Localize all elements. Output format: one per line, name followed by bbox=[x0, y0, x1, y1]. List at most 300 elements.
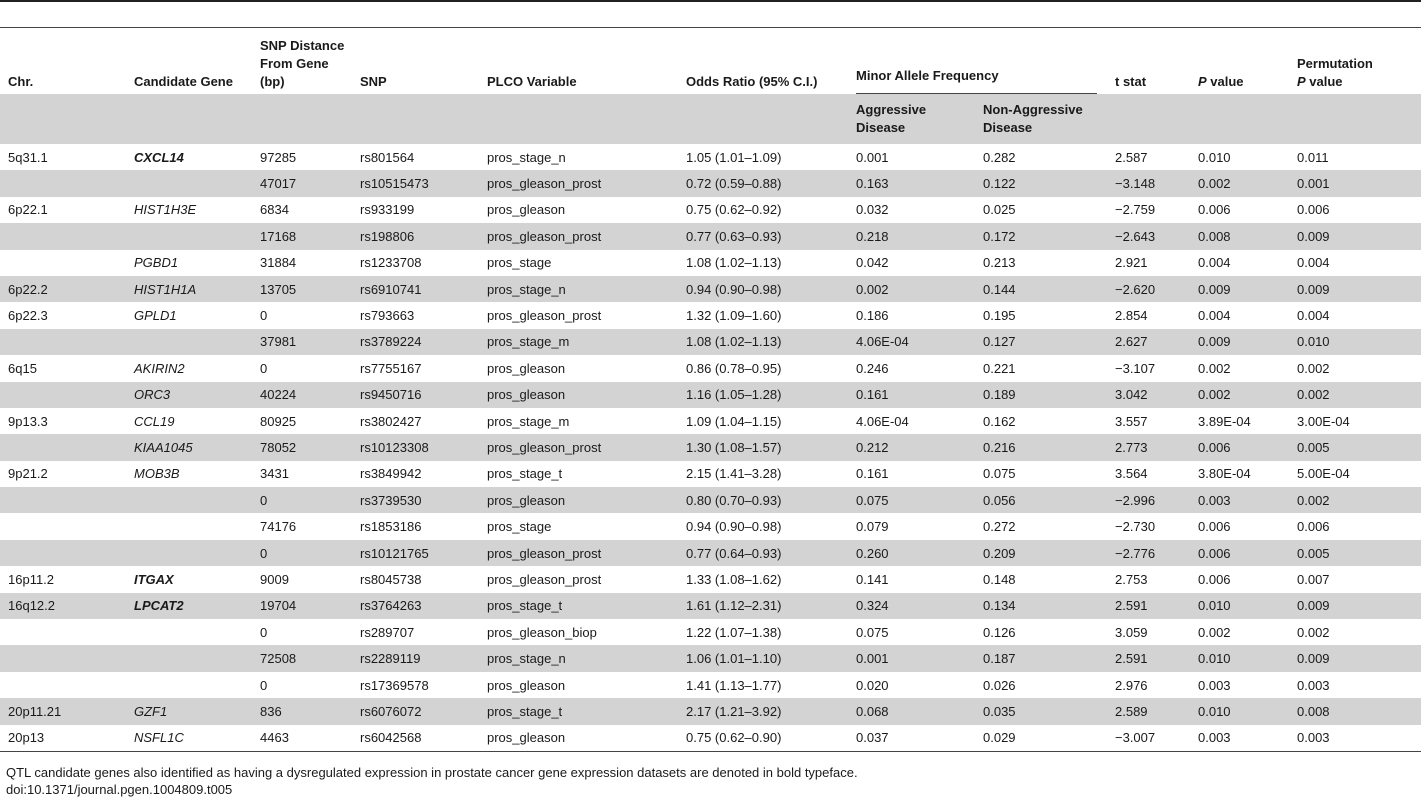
cell-snp: rs933199 bbox=[360, 202, 415, 218]
cell-chr bbox=[0, 513, 126, 539]
cell-tstat: −2.759 bbox=[1115, 202, 1156, 218]
cell-maf-aggressive: 4.06E-04 bbox=[856, 334, 909, 350]
cell-maf-non-aggressive: 0.029 bbox=[983, 730, 1016, 746]
cell-chr: 16q12.2 bbox=[8, 598, 55, 614]
cell-permutation: 3.00E-04 bbox=[1297, 413, 1350, 429]
cell-chr: 6q15 bbox=[8, 360, 37, 376]
cell-variable: pros_gleason bbox=[487, 730, 566, 746]
cell-maf-aggressive: 0.037 bbox=[856, 730, 889, 746]
cell-distance: 0 bbox=[260, 545, 268, 561]
cell-snp: rs289707 bbox=[360, 624, 415, 640]
cell-tstat: 3.557 bbox=[1115, 413, 1148, 429]
cell-odds-ratio: 0.77 (0.63–0.93) bbox=[686, 228, 782, 244]
cell-gene: ORC3 bbox=[134, 387, 171, 403]
cell-maf-aggressive: 0.001 bbox=[856, 651, 889, 667]
cell-maf-non-aggressive: 0.162 bbox=[983, 413, 1016, 429]
table-row bbox=[0, 223, 1421, 249]
table-row bbox=[0, 461, 1421, 487]
cell-variable: pros_stage_m bbox=[487, 413, 570, 429]
cell-maf-non-aggressive: 0.127 bbox=[983, 334, 1016, 350]
cell-maf-aggressive: 0.020 bbox=[856, 677, 889, 693]
cell-tstat: 2.627 bbox=[1115, 334, 1148, 350]
cell-variable: pros_stage bbox=[487, 519, 552, 535]
cell-tstat: 2.753 bbox=[1115, 571, 1148, 587]
cell-odds-ratio: 1.33 (1.08–1.62) bbox=[686, 571, 782, 587]
cell-maf-non-aggressive: 0.144 bbox=[983, 281, 1016, 297]
cell-odds-ratio: 0.72 (0.59–0.88) bbox=[686, 176, 782, 192]
cell-gene: CXCL14 bbox=[134, 149, 184, 165]
cell-permutation: 0.008 bbox=[1297, 703, 1330, 719]
doi-line: doi:10.1371/journal.pgen.1004809.t005 bbox=[6, 782, 233, 797]
cell-tstat: 2.773 bbox=[1115, 439, 1148, 455]
cell-maf-aggressive: 0.163 bbox=[856, 176, 889, 192]
cell-snp: rs1233708 bbox=[360, 255, 422, 271]
cell-odds-ratio: 0.75 (0.62–0.92) bbox=[686, 202, 782, 218]
cell-p-value: 0.010 bbox=[1198, 703, 1231, 719]
cell-maf-aggressive: 0.218 bbox=[856, 228, 889, 244]
cell-odds-ratio: 1.09 (1.04–1.15) bbox=[686, 413, 782, 429]
cell-variable: pros_stage_n bbox=[487, 281, 566, 297]
cell-p-value: 0.002 bbox=[1198, 360, 1231, 376]
cell-tstat: 2.587 bbox=[1115, 149, 1148, 165]
cell-snp: rs6076072 bbox=[360, 703, 422, 719]
cell-p-value: 0.006 bbox=[1198, 545, 1231, 561]
cell-variable: pros_stage_t bbox=[487, 598, 563, 614]
cell-odds-ratio: 1.32 (1.09–1.60) bbox=[686, 308, 782, 324]
cell-maf-aggressive: 0.141 bbox=[856, 571, 889, 587]
cell-chr: 9p21.2 bbox=[8, 466, 48, 482]
table-body bbox=[0, 144, 1421, 751]
header-snp: SNP bbox=[360, 74, 387, 89]
header-chr: Chr. bbox=[8, 74, 34, 89]
cell-snp: rs801564 bbox=[360, 149, 415, 165]
cell-snp: rs2289119 bbox=[360, 651, 421, 667]
cell-tstat: 3.059 bbox=[1115, 624, 1148, 640]
cell-variable: pros_stage_m bbox=[487, 334, 570, 350]
cell-p-value: 0.002 bbox=[1198, 387, 1231, 403]
cell-tstat: −2.643 bbox=[1115, 228, 1156, 244]
cell-maf-non-aggressive: 0.221 bbox=[983, 360, 1016, 376]
cell-permutation: 0.009 bbox=[1297, 228, 1330, 244]
cell-gene: AKIRIN2 bbox=[134, 360, 185, 376]
cell-chr: 20p11.21 bbox=[8, 703, 62, 719]
cell-chr bbox=[0, 540, 126, 566]
cell-gene: HIST1H3E bbox=[134, 202, 197, 218]
cell-maf-non-aggressive: 0.216 bbox=[983, 439, 1016, 455]
cell-permutation: 0.002 bbox=[1297, 492, 1330, 508]
cell-gene: MOB3B bbox=[134, 466, 180, 482]
cell-maf-non-aggressive: 0.075 bbox=[983, 466, 1016, 482]
cell-permutation: 0.009 bbox=[1297, 598, 1330, 614]
cell-maf-aggressive: 0.186 bbox=[856, 308, 889, 324]
cell-distance: 3431 bbox=[260, 466, 289, 482]
cell-permutation: 0.003 bbox=[1297, 730, 1330, 746]
results-table bbox=[0, 28, 1421, 751]
cell-distance: 0 bbox=[260, 360, 268, 376]
cell-distance: 13705 bbox=[260, 281, 297, 297]
cell-distance: 47017 bbox=[260, 176, 297, 192]
header-aggressive: Aggressive Disease bbox=[856, 102, 927, 135]
cell-permutation: 0.009 bbox=[1297, 281, 1330, 297]
cell-odds-ratio: 0.80 (0.70–0.93) bbox=[686, 492, 782, 508]
cell-permutation: 0.005 bbox=[1297, 545, 1330, 561]
cell-permutation: 0.002 bbox=[1297, 387, 1330, 403]
cell-maf-non-aggressive: 0.056 bbox=[983, 492, 1016, 508]
header-p-rest: value bbox=[1206, 74, 1244, 89]
cell-p-value: 0.006 bbox=[1198, 439, 1231, 455]
cell-variable: pros_stage_t bbox=[487, 703, 563, 719]
cell-variable: pros_gleason bbox=[487, 492, 566, 508]
cell-p-value: 0.006 bbox=[1198, 519, 1231, 535]
table-row bbox=[0, 645, 1421, 671]
cell-maf-non-aggressive: 0.134 bbox=[983, 598, 1016, 614]
table-row bbox=[0, 302, 1421, 328]
cell-gene: NSFL1C bbox=[134, 730, 184, 746]
cell-maf-non-aggressive: 0.122 bbox=[983, 176, 1016, 192]
cell-distance: 19704 bbox=[260, 598, 297, 614]
cell-odds-ratio: 1.16 (1.05–1.28) bbox=[686, 387, 782, 403]
table-row bbox=[0, 276, 1421, 302]
cell-tstat: 2.589 bbox=[1115, 703, 1148, 719]
table-row bbox=[0, 619, 1421, 645]
cell-snp: rs8045738 bbox=[360, 571, 422, 587]
cell-maf-aggressive: 0.032 bbox=[856, 202, 889, 218]
cell-tstat: −2.730 bbox=[1115, 519, 1156, 535]
cell-permutation: 0.004 bbox=[1297, 308, 1330, 324]
cell-gene bbox=[126, 513, 252, 539]
cell-snp: rs3849942 bbox=[360, 466, 422, 482]
cell-distance: 78052 bbox=[260, 439, 297, 455]
cell-distance: 6834 bbox=[260, 202, 289, 218]
header-perm-italic: P bbox=[1297, 74, 1306, 89]
cell-permutation: 0.007 bbox=[1297, 571, 1330, 587]
header-perm-line1: Permutation bbox=[1297, 56, 1373, 71]
cell-tstat: 2.591 bbox=[1115, 651, 1148, 667]
cell-maf-aggressive: 0.042 bbox=[856, 255, 889, 271]
cell-p-value: 0.003 bbox=[1198, 677, 1231, 693]
cell-variable: pros_gleason_prost bbox=[487, 545, 602, 561]
cell-variable: pros_gleason_prost bbox=[487, 176, 602, 192]
cell-gene bbox=[126, 170, 252, 196]
header-p-value bbox=[1190, 28, 1289, 94]
header-distance: SNP Distance From Gene (bp) bbox=[260, 38, 345, 89]
table-row bbox=[0, 698, 1421, 724]
cell-gene: CCL19 bbox=[134, 413, 175, 429]
cell-variable: pros_gleason bbox=[487, 360, 566, 376]
cell-maf-non-aggressive: 0.126 bbox=[983, 624, 1016, 640]
cell-distance: 836 bbox=[260, 703, 282, 719]
cell-maf-aggressive: 0.161 bbox=[856, 387, 889, 403]
cell-snp: rs3789224 bbox=[360, 334, 422, 350]
cell-odds-ratio: 1.08 (1.02–1.13) bbox=[686, 255, 782, 271]
cell-permutation: 0.006 bbox=[1297, 519, 1330, 535]
cell-chr bbox=[0, 434, 126, 460]
cell-variable: pros_gleason_prost bbox=[487, 439, 602, 455]
cell-snp: rs3802427 bbox=[360, 413, 422, 429]
header-variable: PLCO Variable bbox=[487, 74, 577, 89]
cell-gene bbox=[126, 223, 252, 249]
cell-permutation: 0.010 bbox=[1297, 334, 1330, 350]
cell-maf-non-aggressive: 0.035 bbox=[983, 703, 1016, 719]
cell-p-value: 0.008 bbox=[1198, 228, 1231, 244]
cell-chr bbox=[0, 250, 126, 276]
cell-odds-ratio: 0.77 (0.64–0.93) bbox=[686, 545, 782, 561]
cell-variable: pros_gleason_prost bbox=[487, 571, 602, 587]
cell-chr: 9p13.3 bbox=[8, 413, 48, 429]
cell-variable: pros_gleason_prost bbox=[487, 308, 602, 324]
cell-maf-non-aggressive: 0.189 bbox=[983, 387, 1016, 403]
table-row bbox=[0, 540, 1421, 566]
cell-gene bbox=[126, 329, 252, 355]
cell-gene bbox=[126, 672, 252, 698]
cell-odds-ratio: 1.08 (1.02–1.13) bbox=[686, 334, 782, 350]
cell-snp: rs198806 bbox=[360, 228, 415, 244]
table-row bbox=[0, 170, 1421, 196]
cell-chr bbox=[0, 170, 126, 196]
cell-gene: PGBD1 bbox=[134, 255, 179, 271]
cell-permutation: 0.005 bbox=[1297, 439, 1330, 455]
cell-snp: rs1853186 bbox=[360, 519, 422, 535]
table-row bbox=[0, 355, 1421, 381]
cell-maf-non-aggressive: 0.187 bbox=[983, 651, 1016, 667]
cell-distance: 17168 bbox=[260, 228, 297, 244]
cell-p-value: 0.009 bbox=[1198, 281, 1231, 297]
cell-tstat: −2.996 bbox=[1115, 492, 1156, 508]
table-row bbox=[0, 250, 1421, 276]
cell-tstat: −3.148 bbox=[1115, 176, 1156, 192]
cell-chr bbox=[0, 672, 126, 698]
cell-maf-aggressive: 0.260 bbox=[856, 545, 889, 561]
cell-distance: 0 bbox=[260, 492, 268, 508]
cell-p-value: 0.004 bbox=[1198, 308, 1231, 324]
table-row bbox=[0, 725, 1421, 751]
cell-tstat: 2.976 bbox=[1115, 677, 1148, 693]
header-row bbox=[0, 28, 1421, 94]
cell-maf-non-aggressive: 0.172 bbox=[983, 228, 1016, 244]
cell-p-value: 0.010 bbox=[1198, 598, 1231, 614]
cell-snp: rs6042568 bbox=[360, 730, 422, 746]
cell-maf-non-aggressive: 0.213 bbox=[983, 255, 1016, 271]
header-gene: Candidate Gene bbox=[134, 74, 233, 89]
cell-distance: 0 bbox=[260, 677, 268, 693]
cell-maf-aggressive: 0.161 bbox=[856, 466, 889, 482]
cell-p-value: 0.010 bbox=[1198, 651, 1231, 667]
cell-distance: 4463 bbox=[260, 730, 289, 746]
cell-odds-ratio: 1.30 (1.08–1.57) bbox=[686, 439, 782, 455]
cell-maf-non-aggressive: 0.148 bbox=[983, 571, 1016, 587]
cell-variable: pros_gleason bbox=[487, 202, 566, 218]
cell-chr bbox=[0, 619, 126, 645]
cell-p-value: 0.003 bbox=[1198, 730, 1231, 746]
cell-permutation: 0.003 bbox=[1297, 677, 1330, 693]
cell-variable: pros_stage_t bbox=[487, 466, 563, 482]
cell-odds-ratio: 1.22 (1.07–1.38) bbox=[686, 624, 782, 640]
cell-chr bbox=[0, 329, 126, 355]
table-row bbox=[0, 197, 1421, 223]
cell-distance: 31884 bbox=[260, 255, 297, 271]
cell-p-value: 0.009 bbox=[1198, 334, 1231, 350]
cell-distance: 9009 bbox=[260, 571, 289, 587]
header-permutation bbox=[1289, 28, 1421, 94]
cell-maf-non-aggressive: 0.026 bbox=[983, 677, 1016, 693]
header-p-italic: P bbox=[1198, 74, 1207, 89]
cell-distance: 74176 bbox=[260, 519, 297, 535]
cell-snp: rs3739530 bbox=[360, 492, 422, 508]
cell-p-value: 3.80E-04 bbox=[1198, 466, 1251, 482]
cell-tstat: 2.854 bbox=[1115, 308, 1148, 324]
cell-chr: 6p22.1 bbox=[8, 202, 48, 218]
bottom-rule bbox=[0, 751, 1421, 752]
cell-snp: rs10121765 bbox=[360, 545, 429, 561]
cell-p-value: 0.006 bbox=[1198, 571, 1231, 587]
cell-maf-non-aggressive: 0.272 bbox=[983, 519, 1016, 535]
cell-permutation: 0.006 bbox=[1297, 202, 1330, 218]
table-row bbox=[0, 408, 1421, 434]
cell-maf-aggressive: 4.06E-04 bbox=[856, 413, 909, 429]
cell-tstat: −3.007 bbox=[1115, 730, 1156, 746]
cell-gene: HIST1H1A bbox=[134, 281, 197, 297]
cell-snp: rs3764263 bbox=[360, 598, 422, 614]
cell-chr: 16p11.2 bbox=[8, 571, 55, 587]
cell-p-value: 0.002 bbox=[1198, 624, 1231, 640]
header-non-aggressive: Non-Aggressive Disease bbox=[983, 102, 1083, 135]
cell-gene bbox=[126, 540, 252, 566]
cell-gene: KIAA1045 bbox=[134, 439, 193, 455]
cell-odds-ratio: 0.94 (0.90–0.98) bbox=[686, 281, 782, 297]
cell-variable: pros_stage bbox=[487, 255, 552, 271]
cell-chr bbox=[0, 487, 126, 513]
header-maf-label: Minor Allele Frequency bbox=[856, 67, 1097, 94]
cell-maf-non-aggressive: 0.282 bbox=[983, 149, 1016, 165]
cell-variable: pros_gleason_biop bbox=[487, 624, 597, 640]
table-row bbox=[0, 513, 1421, 539]
table-row bbox=[0, 566, 1421, 592]
cell-tstat: −3.107 bbox=[1115, 360, 1156, 376]
cell-maf-aggressive: 0.212 bbox=[856, 439, 889, 455]
cell-p-value: 3.89E-04 bbox=[1198, 413, 1251, 429]
cell-gene: GPLD1 bbox=[134, 308, 177, 324]
cell-maf-aggressive: 0.079 bbox=[856, 519, 889, 535]
cell-distance: 37981 bbox=[260, 334, 297, 350]
cell-variable: pros_stage_n bbox=[487, 149, 566, 165]
cell-odds-ratio: 1.61 (1.12–2.31) bbox=[686, 598, 782, 614]
cell-variable: pros_gleason bbox=[487, 677, 566, 693]
cell-snp: rs6910741 bbox=[360, 281, 422, 297]
table-row bbox=[0, 144, 1421, 170]
cell-variable: pros_gleason_prost bbox=[487, 228, 602, 244]
cell-permutation: 0.009 bbox=[1297, 651, 1330, 667]
cell-snp: rs793663 bbox=[360, 308, 415, 324]
cell-chr bbox=[0, 645, 126, 671]
table-row bbox=[0, 593, 1421, 619]
header-odds-ratio: Odds Ratio (95% C.I.) bbox=[686, 74, 818, 89]
cell-maf-aggressive: 0.068 bbox=[856, 703, 889, 719]
cell-maf-aggressive: 0.001 bbox=[856, 149, 889, 165]
cell-gene bbox=[126, 645, 252, 671]
cell-permutation: 0.002 bbox=[1297, 624, 1330, 640]
cell-snp: rs10515473 bbox=[360, 176, 429, 192]
cell-tstat: 3.564 bbox=[1115, 466, 1148, 482]
cell-gene: LPCAT2 bbox=[134, 598, 184, 614]
cell-permutation: 0.011 bbox=[1297, 149, 1329, 165]
table-row bbox=[0, 487, 1421, 513]
cell-chr: 5q31.1 bbox=[8, 149, 48, 165]
cell-permutation: 5.00E-04 bbox=[1297, 466, 1350, 482]
cell-tstat: 2.591 bbox=[1115, 598, 1148, 614]
cell-gene bbox=[126, 487, 252, 513]
cell-distance: 0 bbox=[260, 624, 268, 640]
cell-maf-non-aggressive: 0.195 bbox=[983, 308, 1016, 324]
cell-odds-ratio: 2.17 (1.21–3.92) bbox=[686, 703, 782, 719]
table-row bbox=[0, 329, 1421, 355]
cell-chr bbox=[0, 223, 126, 249]
cell-maf-aggressive: 0.002 bbox=[856, 281, 889, 297]
cell-p-value: 0.004 bbox=[1198, 255, 1231, 271]
cell-gene: ITGAX bbox=[134, 571, 174, 587]
cell-snp: rs9450716 bbox=[360, 387, 422, 403]
cell-gene: GZF1 bbox=[134, 703, 168, 719]
cell-odds-ratio: 0.75 (0.62–0.90) bbox=[686, 730, 782, 746]
cell-variable: pros_stage_n bbox=[487, 651, 566, 667]
cell-variable: pros_gleason bbox=[487, 387, 566, 403]
cell-maf-aggressive: 0.075 bbox=[856, 492, 889, 508]
cell-odds-ratio: 1.06 (1.01–1.10) bbox=[686, 651, 782, 667]
cell-distance: 97285 bbox=[260, 149, 297, 165]
table-footnote: QTL candidate genes also identified as having a dysregulated expression in prostate cancer gene expression datasets are denoted in bold typeface. bbox=[6, 765, 858, 780]
cell-tstat: 3.042 bbox=[1115, 387, 1148, 403]
header-perm-rest: value bbox=[1305, 74, 1343, 89]
cell-distance: 40224 bbox=[260, 387, 297, 403]
cell-chr: 6p22.2 bbox=[8, 281, 48, 297]
cell-p-value: 0.002 bbox=[1198, 176, 1231, 192]
cell-p-value: 0.006 bbox=[1198, 202, 1231, 218]
cell-permutation: 0.002 bbox=[1297, 360, 1330, 376]
cell-maf-aggressive: 0.246 bbox=[856, 360, 889, 376]
cell-snp: rs17369578 bbox=[360, 677, 429, 693]
cell-odds-ratio: 1.41 (1.13–1.77) bbox=[686, 677, 782, 693]
cell-p-value: 0.010 bbox=[1198, 149, 1231, 165]
cell-snp: rs7755167 bbox=[360, 360, 422, 376]
cell-odds-ratio: 0.94 (0.90–0.98) bbox=[686, 519, 782, 535]
cell-chr: 6p22.3 bbox=[8, 308, 48, 324]
header-tstat: t stat bbox=[1115, 74, 1147, 89]
cell-tstat: −2.620 bbox=[1115, 281, 1156, 297]
cell-distance: 72508 bbox=[260, 651, 297, 667]
table-row bbox=[0, 382, 1421, 408]
table-row bbox=[0, 434, 1421, 460]
cell-gene bbox=[126, 619, 252, 645]
cell-distance: 80925 bbox=[260, 413, 297, 429]
cell-tstat: 2.921 bbox=[1115, 255, 1148, 271]
table-row bbox=[0, 672, 1421, 698]
cell-snp: rs10123308 bbox=[360, 439, 429, 455]
cell-distance: 0 bbox=[260, 308, 268, 324]
cell-maf-aggressive: 0.075 bbox=[856, 624, 889, 640]
cell-odds-ratio: 1.05 (1.01–1.09) bbox=[686, 149, 782, 165]
cell-maf-aggressive: 0.324 bbox=[856, 598, 889, 614]
cell-odds-ratio: 2.15 (1.41–3.28) bbox=[686, 466, 782, 482]
cell-permutation: 0.001 bbox=[1297, 176, 1330, 192]
cell-chr bbox=[0, 382, 126, 408]
cell-maf-non-aggressive: 0.025 bbox=[983, 202, 1016, 218]
cell-odds-ratio: 0.86 (0.78–0.95) bbox=[686, 360, 782, 376]
cell-maf-non-aggressive: 0.209 bbox=[983, 545, 1016, 561]
cell-tstat: −2.776 bbox=[1115, 545, 1156, 561]
cell-permutation: 0.004 bbox=[1297, 255, 1330, 271]
header-maf bbox=[848, 28, 1107, 94]
cell-chr: 20p13 bbox=[8, 730, 45, 746]
top-rule bbox=[0, 0, 1421, 2]
